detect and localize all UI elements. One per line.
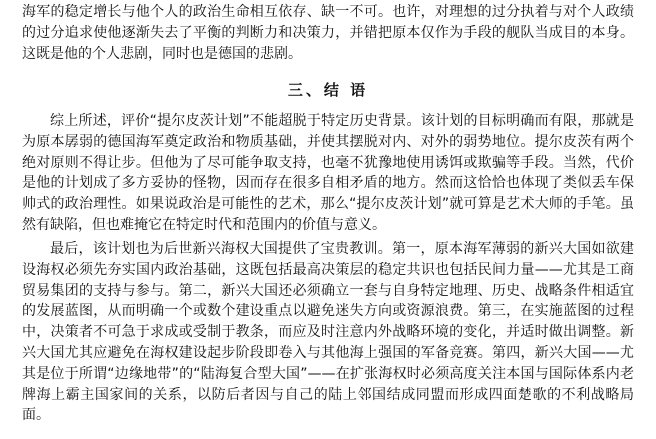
paragraph-conclusion-intro: 海军的稳定增长与他个人的政治生命相互依存、缺一不可。也许，对理想的过分执着与对个人政绩的过分追求使他逐渐失去了平衡的判断力和决策力，并错把原本仅作为手段的舰队当成目的本身。这既是他的个人悲剧，同时也是德国的悲剧。 bbox=[22, 4, 634, 62]
paragraph-lessons: 最后，该计划也为后世新兴海权大国提供了宝贵教训。第一，原本海军薄弱的新兴大国如欲建设海权必须先夯实国内政治基础，这既包括最高决策层的稳定共识也包括民间力量——尤其是工商贸易集团的支持与参与。第二，新兴大国还必须确立一套与自身特定地理、历史、战略条件相适宜的发展蓝图，从而明确一个或数个建设重点以避免迷失方向或资源浪费。第三，在实施蓝图的过程中，决策者不可急于求成或受制于教条，而应及时注意内外战略环境的变化，并适时做出调整。新兴大国尤其应避免在海权建设起步阶段即卷入与其他海上强国的军备竞赛。第四，新兴大国——尤其是位于所谓“边缘地带”的“陆海复合型大国”——在扩张海权时必须高度关注本国与国际体系内老牌海上霸主国家间的关系，以防后者因与自己的陆上邻国结成同盟而形成四面楚歌的不利战略局面。 bbox=[22, 241, 634, 424]
paragraph-evaluation: 综上所述，评价“提尔皮茨计划”不能超脱于特定历史背景。该计划的目标明确而有限，那就是为原本孱弱的德国海军奠定政治和物质基础，并使其摆脱对内、对外的弱势地位。提尔皮茨有两个绝对原则不得让步。但他为了尽可能争取支持，也毫不犹豫地使用诱饵或欺骗等手段。当然，代价是他的计划成了多方妥协的怪物，因而存在很多自相矛盾的地方。然而这恰恰也体现了类似丢车保帅式的政治理性。如果说政治是可能性的艺术，那么“提尔皮茨计划”就可算是艺术大师的手笔。虽然有缺陷，但也难掩它在特定时代和范围内的价值与意义。 bbox=[22, 113, 634, 233]
section-heading: 三、结 语 bbox=[287, 81, 369, 99]
